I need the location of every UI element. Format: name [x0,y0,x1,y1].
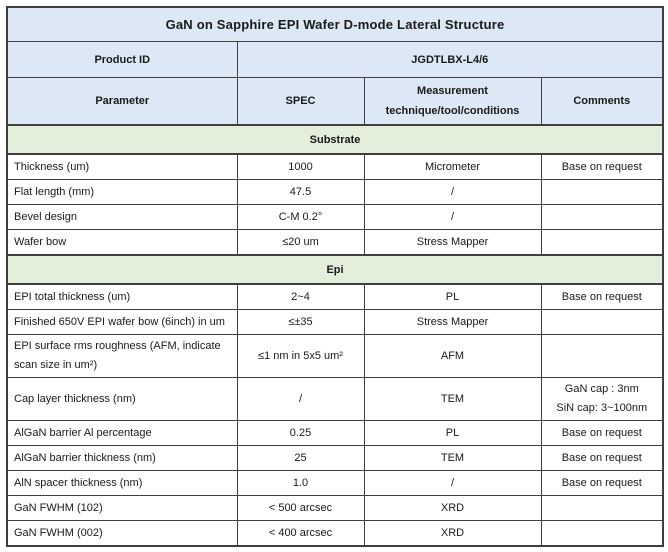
measurement-cell: Stress Mapper [364,230,541,256]
spec-cell: ≤±35 [237,310,364,335]
measurement-cell: Stress Mapper [364,310,541,335]
table-row [7,471,663,496]
measurement-cell: XRD [364,521,541,547]
table-row [7,154,663,180]
table-row [7,335,663,378]
param-cell: Flat length (mm) [7,180,237,205]
spec-cell: 25 [237,446,364,471]
measurement-cell: PL [364,284,541,310]
comment-cell [541,205,663,230]
table-row [7,496,663,521]
table-row [7,521,663,547]
page-title: GaN on Sapphire EPI Wafer D-mode Lateral Structure [7,7,663,42]
measurement-cell: / [364,471,541,496]
comment-cell: Base on request [541,471,663,496]
spec-cell: 1.0 [237,471,364,496]
comment-cell [541,310,663,335]
table-row [7,284,663,310]
comment-cell [541,496,663,521]
measurement-cell: / [364,205,541,230]
measurement-cell: PL [364,421,541,446]
spec-cell: / [237,378,364,421]
measurement-cell: TEM [364,378,541,421]
table-row [7,446,663,471]
column-header-row [7,78,663,126]
param-cell: Finished 650V EPI wafer bow (6inch) in um [7,310,237,335]
param-cell: Wafer bow [7,230,237,256]
comment-cell [541,230,663,256]
column-header-spec: SPEC [237,78,364,126]
param-cell: Thickness (um) [7,154,237,180]
comment-cell [541,521,663,547]
column-header-parameter: Parameter [7,78,237,126]
param-cell: Cap layer thickness (nm) [7,378,237,421]
section-title: Epi [7,255,663,284]
table-row [7,310,663,335]
spec-cell: 47.5 [237,180,364,205]
column-header-measurement: Measurement technique/tool/conditions [364,78,541,126]
comment-cell: Base on request [541,446,663,471]
spec-cell: C-M 0.2° [237,205,364,230]
comment-cell [541,378,663,421]
param-cell: AlGaN barrier thickness (nm) [7,446,237,471]
product-id-value: JGDTLBX-L4/6 [237,42,663,78]
param-cell: AlGaN barrier Al percentage [7,421,237,446]
spec-cell: 1000 [237,154,364,180]
param-cell: GaN FWHM (102) [7,496,237,521]
comment-cell: Base on request [541,154,663,180]
comment-cell: Base on request [541,421,663,446]
section-header-substrate [7,125,663,154]
table-row [7,205,663,230]
product-id-label: Product ID [7,42,237,78]
param-cell: EPI surface rms roughness (AFM, indicate scan size in um²) [7,335,237,378]
measurement-cell: Micrometer [364,154,541,180]
section-header-epi [7,255,663,284]
comment-cell [541,180,663,205]
param-cell: EPI total thickness (um) [7,284,237,310]
measurement-cell: AFM [364,335,541,378]
comment-line: SiN cap: 3~100nm [556,402,648,414]
measurement-cell: / [364,180,541,205]
column-header-comments: Comments [541,78,663,126]
param-cell: AlN spacer thickness (nm) [7,471,237,496]
spec-cell: ≤20 um [237,230,364,256]
spec-cell: 0.25 [237,421,364,446]
spec-cell: < 500 arcsec [237,496,364,521]
product-id-row [7,42,663,78]
spec-cell: 2~4 [237,284,364,310]
measurement-cell: TEM [364,446,541,471]
section-title: Substrate [7,125,663,154]
spec-cell: < 400 arcsec [237,521,364,547]
table-row [7,421,663,446]
table-row [7,180,663,205]
param-cell: Bevel design [7,205,237,230]
param-cell: GaN FWHM (002) [7,521,237,547]
spec-table [6,6,664,547]
table-row [7,230,663,256]
table-title-row [7,7,663,42]
comment-cell: Base on request [541,284,663,310]
comment-line: GaN cap : 3nm [564,383,639,395]
spec-cell: ≤1 nm in 5x5 um² [237,335,364,378]
comment-cell [541,335,663,378]
measurement-cell: XRD [364,496,541,521]
table-row [7,378,663,421]
